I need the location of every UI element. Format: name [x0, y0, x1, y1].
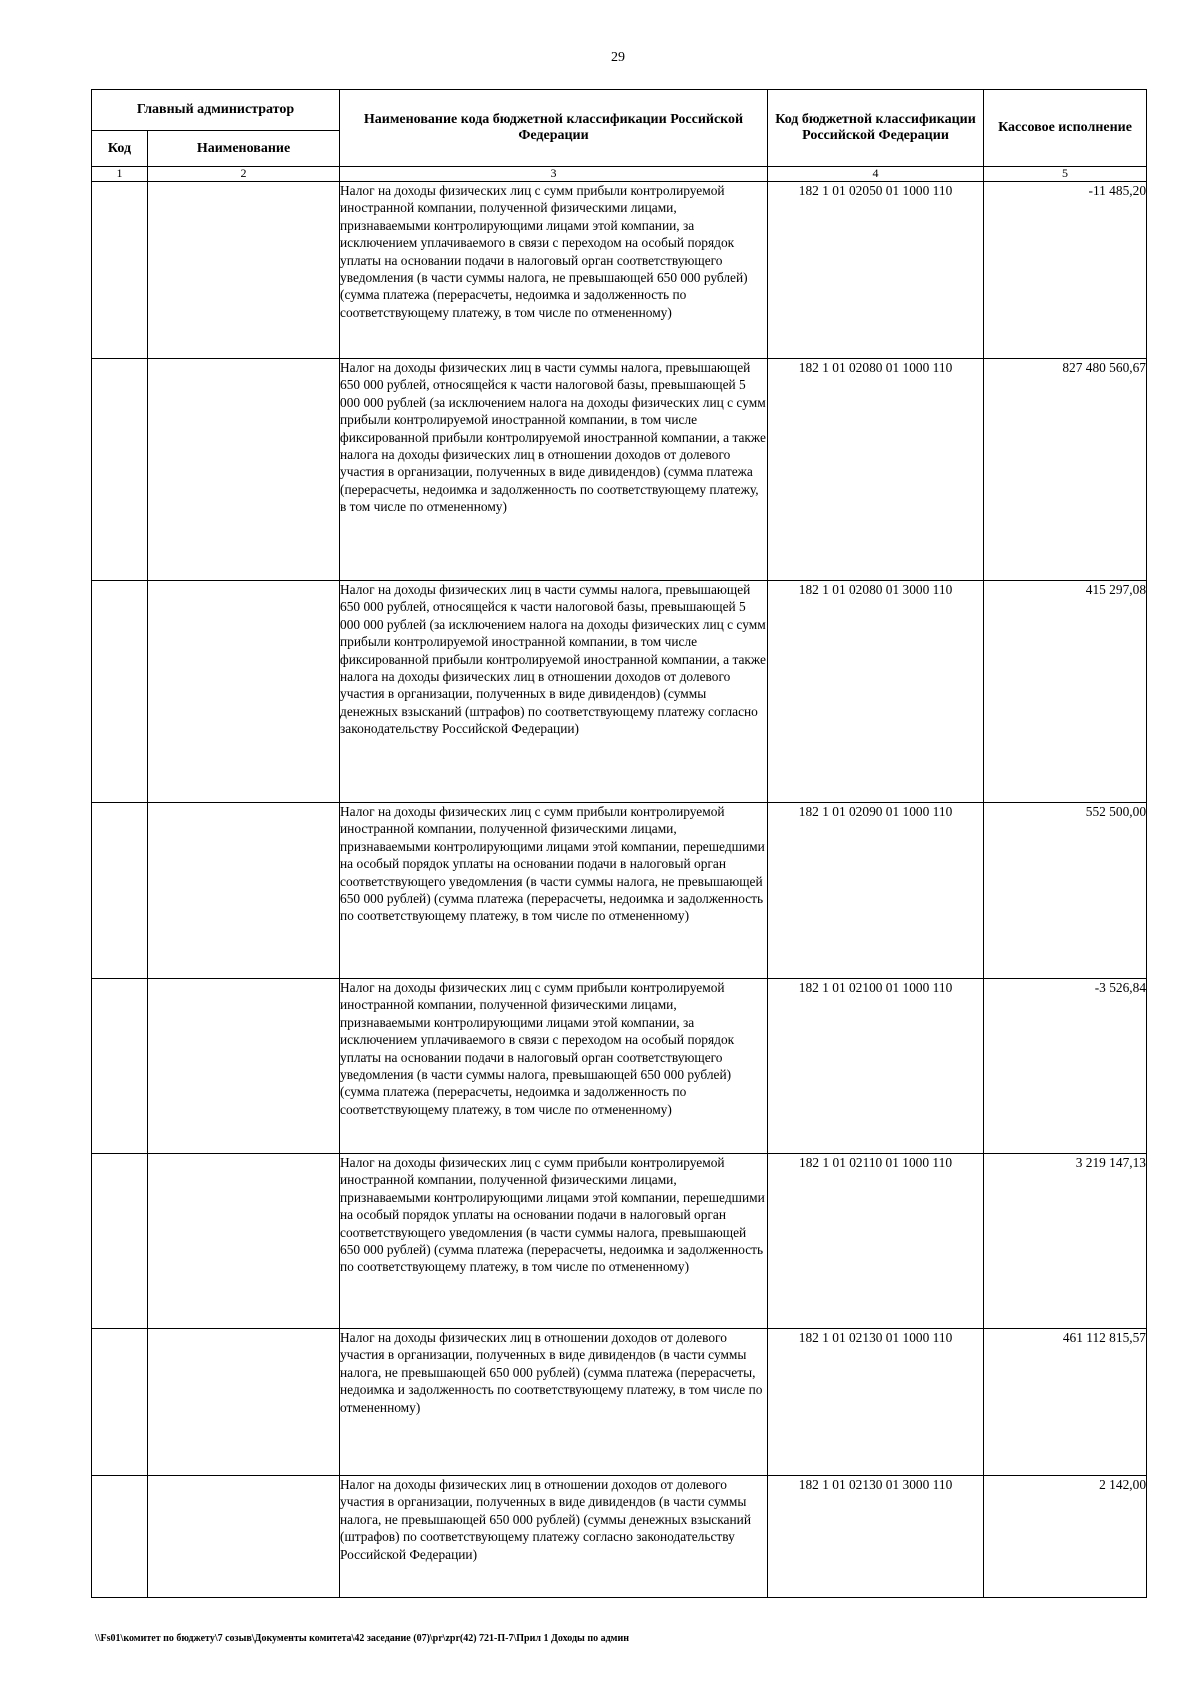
- income-name-cell: Налог на доходы физических лиц с сумм прибыли контролируемой иностранной компании, полученной физическими лицами, признаваемыми контролирующими лицами этой компании, перешедшими на особый порядок уплаты на основании подачи в налоговый орган соответствующего уведомления (в части суммы налога, превышающей 650 000 рублей) (сумма платежа (перерасчеты, недоимка и задолженность по соответствующему платежу, в том числе по отмененному): [340, 1154, 768, 1329]
- admin-name-cell: [148, 359, 340, 581]
- amount-cell: 552 500,00: [984, 803, 1147, 979]
- column-number: 3: [340, 167, 768, 182]
- table-row: [92, 1154, 1147, 1329]
- admin-name-cell: [148, 182, 340, 359]
- budget-code-cell: 182 1 01 02050 01 1000 110: [768, 182, 984, 359]
- page-number: 29: [611, 50, 625, 65]
- file-path-footer: \\Fs01\комитет по бюджету\7 созыв\Документы комитета\42 заседание (07)\pr\zpr(42) 721-П-7\Прил 1 Доходы по админ: [95, 1633, 629, 1644]
- amount-cell: -11 485,20: [984, 182, 1147, 359]
- budget-table: [91, 89, 1147, 1598]
- admin-code-cell: [92, 581, 148, 803]
- admin-code-cell: [92, 1476, 148, 1598]
- admin-name-cell: [148, 979, 340, 1154]
- column-number: 2: [148, 167, 340, 182]
- budget-code-cell: 182 1 01 02090 01 1000 110: [768, 803, 984, 979]
- admin-code-cell: [92, 1329, 148, 1476]
- table-row: [92, 581, 1147, 803]
- amount-cell: 827 480 560,67: [984, 359, 1147, 581]
- header-admin-code: Код: [92, 131, 148, 167]
- amount-cell: -3 526,84: [984, 979, 1147, 1154]
- admin-code-cell: [92, 359, 148, 581]
- column-number: 1: [92, 167, 148, 182]
- income-name-cell: Налог на доходы физических лиц в отношении доходов от долевого участия в организации, полученных в виде дивидендов (в части суммы налога, не превышающей 650 000 рублей) (сумма платежа (перерасчеты, недоимка и задолженность по соответствующему платежу, в том числе по отмененному): [340, 1329, 768, 1476]
- budget-code-cell: 182 1 01 02130 01 3000 110: [768, 1476, 984, 1598]
- header-kbk-name: Наименование кода бюджетной классификации Российской Федерации: [340, 90, 768, 167]
- income-name-cell: Налог на доходы физических лиц в части суммы налога, превышающей 650 000 рублей, относящейся к части налоговой базы, превышающей 5 000 000 рублей (за исключением налога на доходы физических лиц с сумм прибыли контролируемой иностранной компании, в том числе фиксированной прибыли контролируемой иностранной компании, а также налога на доходы физических лиц в отношении доходов от долевого участия в организации, полученных в виде дивидендов) (сумма платежа (перерасчеты, недоимка и задолженность по соответствующему платежу, в том числе по отмененному): [340, 359, 768, 581]
- table-row: [92, 1476, 1147, 1598]
- column-number: 5: [984, 167, 1147, 182]
- column-number: 4: [768, 167, 984, 182]
- admin-name-cell: [148, 581, 340, 803]
- admin-name-cell: [148, 1154, 340, 1329]
- income-name-cell: Налог на доходы физических лиц с сумм прибыли контролируемой иностранной компании, полученной физическими лицами, признаваемыми контролирующими лицами этой компании, перешедшими на особый порядок уплаты на основании подачи в налоговый орган соответствующего уведомления (в части суммы налога, не превышающей 650 000 рублей) (сумма платежа (перерасчеты, недоимка и задолженность по соответствующему платежу, в том числе по отмененному): [340, 803, 768, 979]
- column-numbers-row: [92, 167, 1147, 182]
- amount-cell: 461 112 815,57: [984, 1329, 1147, 1476]
- income-name-cell: Налог на доходы физических лиц с сумм прибыли контролируемой иностранной компании, полученной физическими лицами, признаваемыми контролирующими лицами этой компании, за исключением уплачиваемого в связи с переходом на особый порядок уплаты на основании подачи в налоговый орган соответствующего уведомления (в части суммы налога, не превышающей 650 000 рублей) (сумма платежа (перерасчеты, недоимка и задолженность по соответствующему платежу, в том числе по отмененному): [340, 182, 768, 359]
- admin-code-cell: [92, 182, 148, 359]
- budget-code-cell: 182 1 01 02080 01 1000 110: [768, 359, 984, 581]
- admin-name-cell: [148, 1329, 340, 1476]
- amount-cell: 2 142,00: [984, 1476, 1147, 1598]
- header-kbk-code: Код бюджетной классификации Российской Федерации: [768, 90, 984, 167]
- income-name-cell: Налог на доходы физических лиц в отношении доходов от долевого участия в организации, полученных в виде дивидендов (в части суммы налога, не превышающей 650 000 рублей) (суммы денежных взысканий (штрафов) по соответствующему платежу согласно законодательству Российской Федерации): [340, 1476, 768, 1598]
- admin-code-cell: [92, 803, 148, 979]
- table-row: [92, 979, 1147, 1154]
- admin-name-cell: [148, 1476, 340, 1598]
- budget-code-cell: 182 1 01 02080 01 3000 110: [768, 581, 984, 803]
- header-admin-name: Наименование: [148, 131, 340, 167]
- income-name-cell: Налог на доходы физических лиц с сумм прибыли контролируемой иностранной компании, полученной физическими лицами, признаваемыми контролирующими лицами этой компании, за исключением уплачиваемого в связи с переходом на особый порядок уплаты на основании подачи в налоговый орган соответствующего уведомления (в части суммы налога, превышающей 650 000 рублей) (сумма платежа (перерасчеты, недоимка и задолженность по соответствующему платежу, в том числе по отмененному): [340, 979, 768, 1154]
- budget-code-cell: 182 1 01 02100 01 1000 110: [768, 979, 984, 1154]
- budget-code-cell: 182 1 01 02130 01 1000 110: [768, 1329, 984, 1476]
- income-name-cell: Налог на доходы физических лиц в части суммы налога, превышающей 650 000 рублей, относящейся к части налоговой базы, превышающей 5 000 000 рублей (за исключением налога на доходы физических лиц с сумм прибыли контролируемой иностранной компании, в том числе фиксированной прибыли контролируемой иностранной компании, а также налога на доходы физических лиц в отношении доходов от долевого участия в организации, полученных в виде дивидендов) (суммы денежных взысканий (штрафов) по соответствующему платежу согласно законодательству Российской Федерации): [340, 581, 768, 803]
- table-row: [92, 803, 1147, 979]
- table-row: [92, 359, 1147, 581]
- header-execution: Кассовое исполнение: [984, 90, 1147, 167]
- admin-code-cell: [92, 1154, 148, 1329]
- header-admin-group: Главный администратор: [92, 90, 340, 131]
- amount-cell: 3 219 147,13: [984, 1154, 1147, 1329]
- admin-code-cell: [92, 979, 148, 1154]
- table-row: [92, 182, 1147, 359]
- admin-name-cell: [148, 803, 340, 979]
- budget-code-cell: 182 1 01 02110 01 1000 110: [768, 1154, 984, 1329]
- amount-cell: 415 297,08: [984, 581, 1147, 803]
- table-row: [92, 1329, 1147, 1476]
